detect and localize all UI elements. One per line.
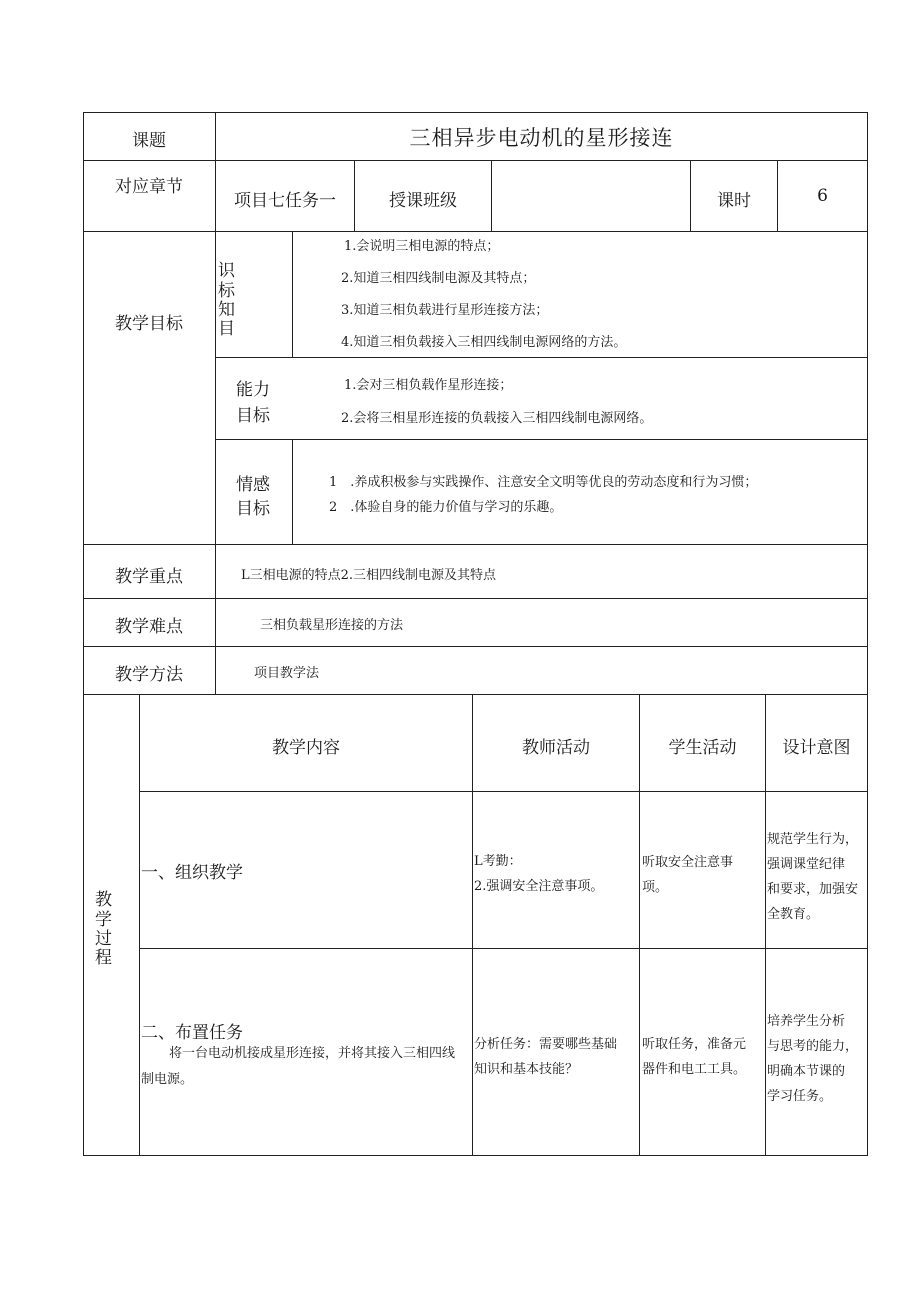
difficulties-label: 教学难点 <box>115 617 183 637</box>
emotion-label: 情感 <box>236 475 270 495</box>
key-points-label: 教学重点 <box>115 567 183 587</box>
rule-col <box>472 694 473 1156</box>
knowledge-label-char: 目 <box>218 319 235 339</box>
knowledge-label-char: 标 <box>218 281 235 301</box>
design-intent: 与思考的能力， <box>767 1039 859 1054</box>
knowledge-item: 3.知道三相负载进行星形连接方法； <box>341 303 549 318</box>
class-label: 授课班级 <box>389 191 457 211</box>
content-body: 将一台电动机接成星形连接，并将其接入三相四线制电源。 <box>141 1046 456 1087</box>
content-title: 一、组织教学 <box>141 863 243 883</box>
design-intent: 培养学生分析 <box>767 1014 846 1029</box>
design-intent: 和要求，加强安 <box>767 882 859 897</box>
methods-value: 项目教学法 <box>254 666 320 681</box>
chapter-label: 对应章节 <box>115 177 183 197</box>
topic-value: 三相异步电动机的星形接连 <box>409 126 674 150</box>
process-label-char: 学 <box>95 910 112 930</box>
methods-label: 教学方法 <box>115 665 183 685</box>
teacher-activity: 知识和基本技能？ <box>474 1062 579 1077</box>
ability-label: 目标 <box>236 406 270 426</box>
teacher-activity: L考勤： <box>474 854 522 869</box>
design-intent: 强调课堂纪律 <box>767 857 846 872</box>
knowledge-item: 2.知道三相四线制电源及其特点； <box>341 271 536 286</box>
knowledge-item: 1.会说明三相电源的特点； <box>344 239 500 254</box>
design-intent: 学习任务。 <box>767 1089 833 1104</box>
emotion-item: 1 .养成积极参与实践操作、注意安全文明等优良的劳动态度和行为习惯； <box>329 475 758 490</box>
knowledge-label-char: 识 <box>218 261 235 281</box>
column-header-content: 教学内容 <box>272 738 340 758</box>
objectives-label: 教学目标 <box>115 314 183 334</box>
rule-col <box>491 160 492 232</box>
hours-label: 课时 <box>717 191 751 211</box>
key-points-value: L三相电源的特点2.三相四线制电源及其特点 <box>241 568 497 583</box>
rule-row <box>83 694 868 695</box>
rule-process-label <box>139 694 140 1156</box>
difficulties-value: 三相负载星形连接的方法 <box>260 618 404 633</box>
rule-subrow <box>139 948 868 949</box>
rule-col <box>639 694 640 1156</box>
rule-subrow <box>215 357 868 358</box>
rule-row <box>83 160 868 161</box>
rule-row <box>83 598 868 599</box>
rule-col <box>292 231 293 358</box>
rule-bottom <box>83 1155 868 1156</box>
rule-row <box>83 646 868 647</box>
student-activity: 听取任务，准备元 <box>642 1037 747 1052</box>
rule-subrow <box>139 791 868 792</box>
student-activity: 听取安全注意事 <box>642 855 734 870</box>
rule-right <box>867 112 868 1156</box>
rule-col <box>765 694 766 1156</box>
ability-label: 能力 <box>236 380 270 400</box>
teacher-activity: 2.强调安全注意事项。 <box>474 879 604 894</box>
process-label-char: 教 <box>95 890 112 910</box>
rule-col <box>292 439 293 545</box>
process-label-char: 程 <box>95 948 112 968</box>
rule-top <box>83 112 868 113</box>
design-intent: 全教育。 <box>767 907 820 922</box>
content-title: 二、布置任务 <box>141 1023 243 1043</box>
column-header-teacher: 教师活动 <box>522 738 590 758</box>
hours-value: 6 <box>817 186 828 206</box>
process-label-char: 过 <box>95 929 112 949</box>
design-intent: 规范学生行为， <box>767 832 859 847</box>
knowledge-label-char: 知 <box>218 300 235 320</box>
ability-item: 2.会将三相星形连接的负载接入三相四线制电源网络。 <box>341 411 653 426</box>
rule-row <box>83 544 868 545</box>
student-activity: 器件和电工工具。 <box>642 1062 747 1077</box>
chapter-value: 项目七任务一 <box>234 191 336 211</box>
column-header-design: 设计意图 <box>782 738 851 758</box>
ability-item: 1.会对三相负载作星形连接； <box>344 378 513 393</box>
rule-row <box>83 231 868 232</box>
column-header-student: 学生活动 <box>668 738 737 758</box>
teacher-activity: 分析任务：需要哪些基础 <box>474 1037 618 1052</box>
design-intent: 明确本节课的 <box>767 1064 846 1079</box>
emotion-item: 2 .体验自身的能力价值与学习的乐趣。 <box>329 500 563 515</box>
student-activity: 项。 <box>642 880 669 895</box>
knowledge-item: 4.知道三相负载接入三相四线制电源网络的方法。 <box>341 335 627 350</box>
rule-subrow <box>215 439 868 440</box>
topic-label: 课题 <box>132 131 166 151</box>
emotion-label: 目标 <box>236 499 270 519</box>
